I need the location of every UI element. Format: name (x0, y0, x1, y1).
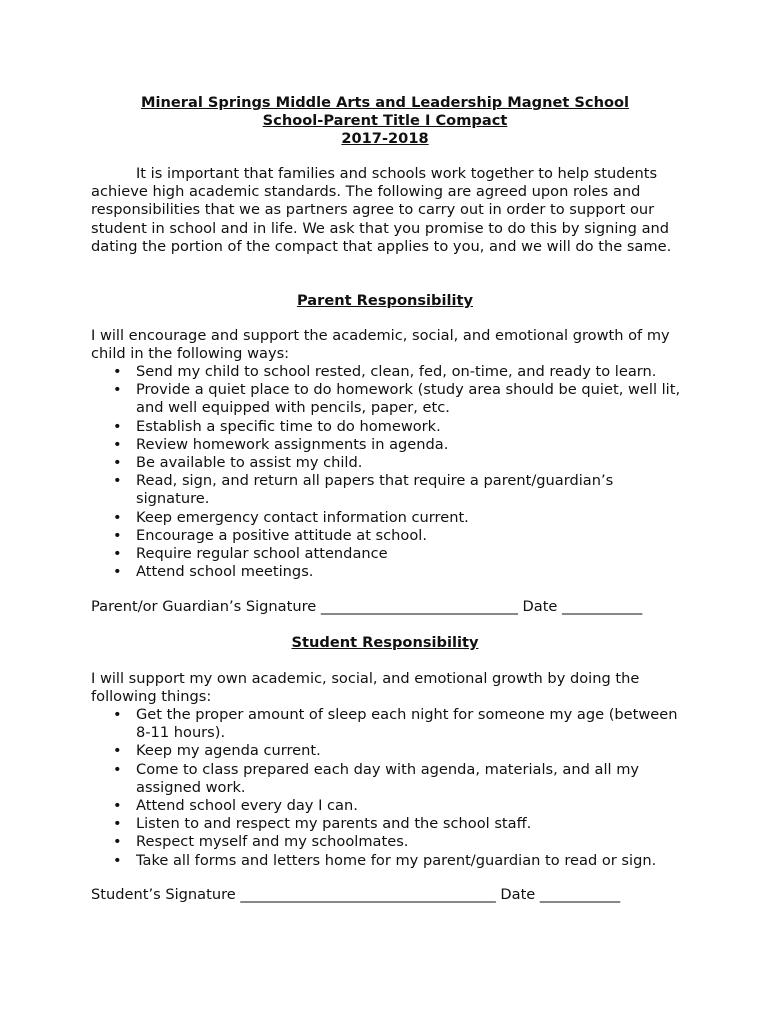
bullet-icon: • (113, 545, 122, 563)
list-item: • Be available to assist my child. (113, 454, 363, 472)
bullet-icon: • (113, 797, 122, 815)
bullet-icon: • (113, 381, 122, 399)
compact-title: School-Parent Title I Compact (262, 112, 508, 130)
list-item: • Take all forms and letters home for my parent/guardian to read or sign. (113, 851, 657, 869)
list-item: • Review homework assignments in agenda. (113, 435, 449, 453)
list-item: • Provide a quiet place to do homework (study area should be quiet, well lit, and well equipped with pencils, paper, etc. (113, 381, 681, 417)
list-item: • Establish a specific time to do homework. (113, 417, 441, 435)
list-item: • Read, sign, and return all papers that require a parent/guardian’s signature. (113, 472, 614, 508)
bullet-icon: • (113, 454, 122, 472)
bullet-icon: • (113, 508, 122, 526)
list-item: • Attend school every day I can. (113, 797, 358, 815)
school-year: 2017-2018 (341, 130, 429, 148)
bullet-icon: • (113, 472, 122, 490)
student-signature-line[interactable]: Student’s Signature ___________________________________ Date ___________ (91, 886, 621, 903)
bullet-icon: • (113, 851, 122, 869)
bullet-icon: • (113, 815, 122, 833)
bullet-icon: • (113, 435, 122, 453)
parent-responsibility-list (91, 363, 687, 581)
list-item: • Encourage a positive attitude at school. (113, 526, 427, 544)
bullet-icon: • (113, 526, 122, 544)
list-item: • Keep emergency contact information current. (113, 508, 469, 526)
student-responsibility-list (91, 706, 687, 870)
school-name: Mineral Springs Middle Arts and Leadership Magnet School (140, 94, 630, 111)
list-item: • Listen to and respect my parents and the school staff. (113, 815, 532, 833)
list-item: • Keep my agenda current. (113, 742, 321, 760)
parent-responsibility-heading: Parent Responsibility (296, 292, 473, 309)
list-item: • Get the proper amount of sleep each night for someone my age (between 8-11 hours). (113, 706, 678, 742)
document-header (0, 94, 770, 149)
list-item: • Send my child to school rested, clean, fed, on-time, and ready to learn. (113, 363, 657, 380)
list-item: • Require regular school attendance (113, 545, 388, 563)
bullet-icon: • (113, 363, 122, 380)
list-item: • Attend school meetings. (113, 563, 314, 581)
bullet-icon: • (113, 760, 122, 778)
parent-signature-line[interactable]: Parent/or Guardian’s Signature ___________________________ Date ___________ (91, 598, 643, 615)
intro-paragraph: It is important that families and schools work together to help students achieve high academic standards. The following are agreed upon roles and responsibilities that we as partners agree to carry out in order to support our student in school and in life. We ask that you promise to do this by signing and dating the portion of the compact that applies to you, and we will do the same. (91, 165, 672, 255)
list-item: • Come to class prepared each day with agenda, materials, and all my assigned work. (113, 760, 640, 796)
student-responsibility-heading: Student Responsibility (291, 634, 479, 651)
bullet-icon: • (113, 417, 122, 435)
parent-lead-text: I will encourage and support the academic, social, and emotional growth of my child in the following ways: (91, 327, 670, 363)
bullet-icon: • (113, 706, 122, 723)
list-item: • Respect myself and my schoolmates. (113, 833, 409, 851)
bullet-icon: • (113, 833, 122, 851)
bullet-icon: • (113, 742, 122, 760)
bullet-icon: • (113, 563, 122, 581)
student-lead-text: I will support my own academic, social, and emotional growth by doing the following things: (91, 670, 640, 706)
